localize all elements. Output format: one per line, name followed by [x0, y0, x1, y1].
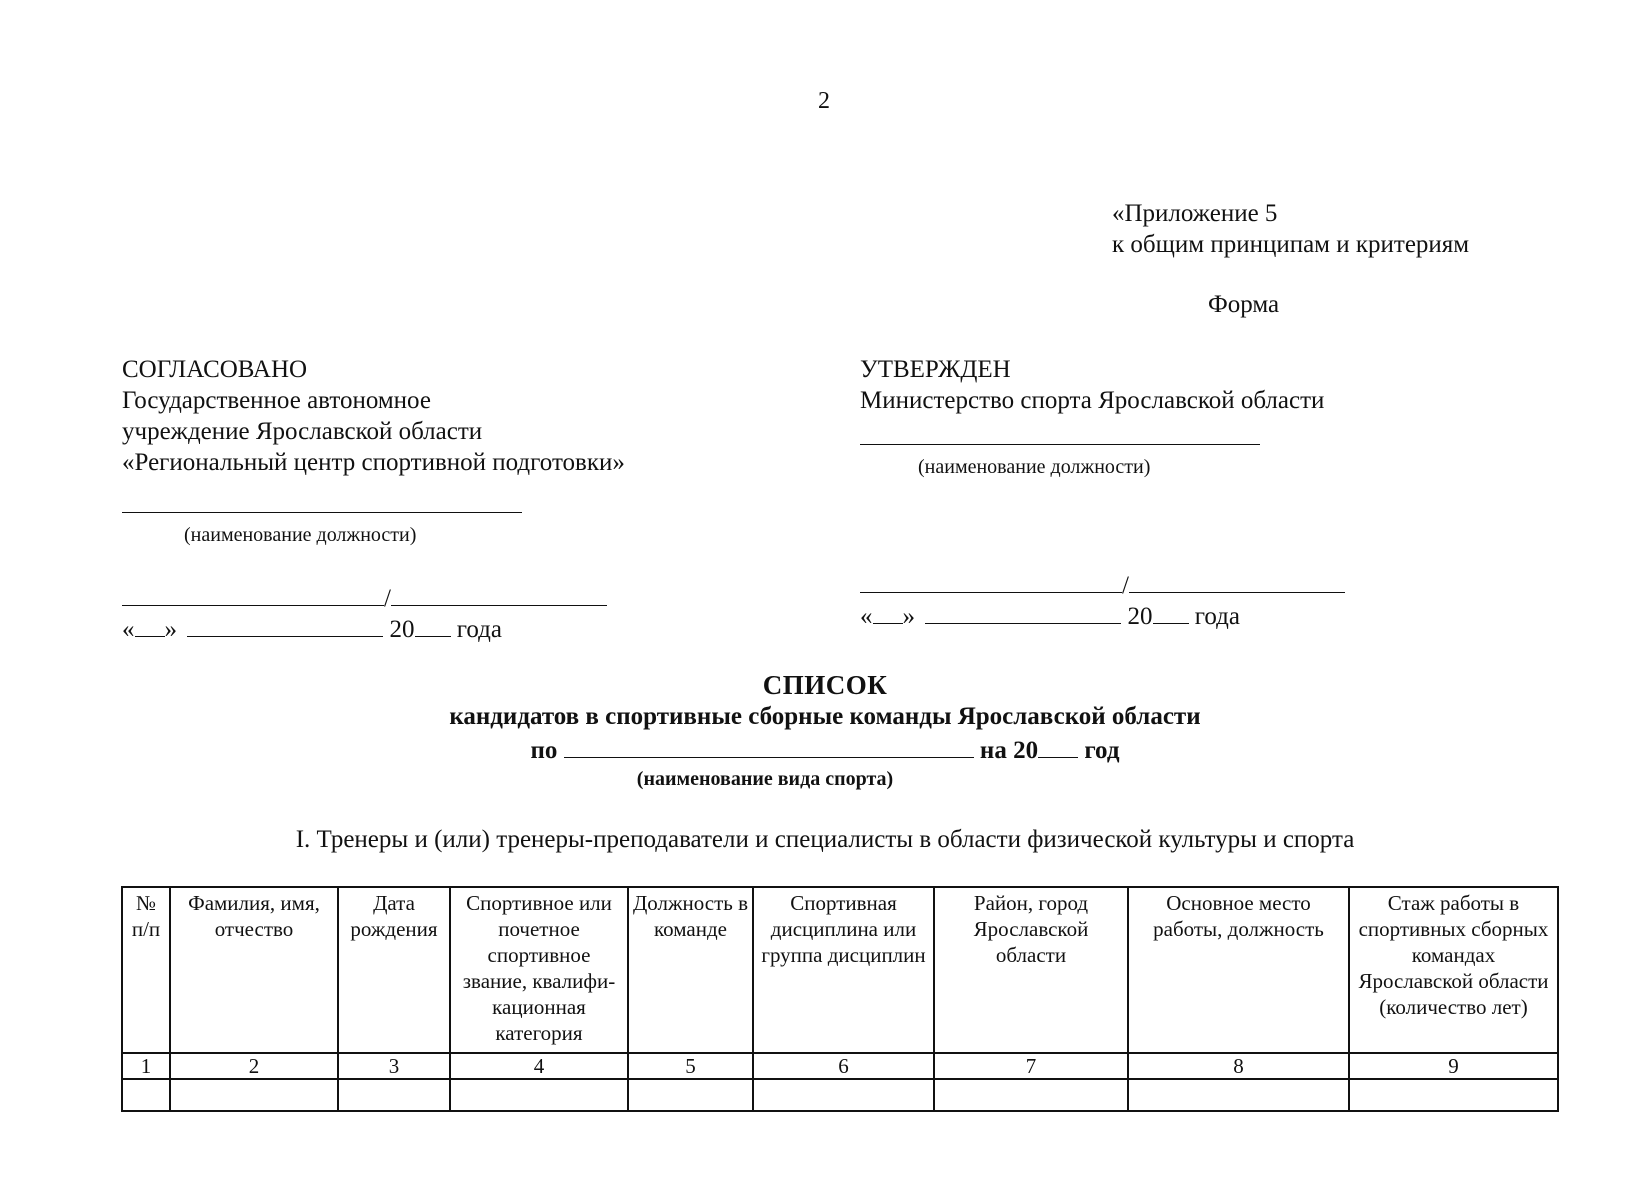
- approved-org-line-1: Министерство спорта Ярославской области: [860, 387, 1325, 414]
- appendix-note: [1112, 198, 1469, 260]
- sport-year-suffix: год: [1084, 737, 1120, 764]
- agreed-org-line-3: «Региональный центр спортивной подготовки»: [122, 449, 625, 476]
- approved-signature-slash: /: [1122, 572, 1129, 599]
- form-label: Форма: [1208, 291, 1280, 318]
- approved-year-prefix: 20: [1127, 603, 1153, 630]
- appendix-line-1: «Приложение 5: [1112, 200, 1278, 227]
- column-number: 7: [934, 1053, 1128, 1079]
- approved-day-blank: [873, 603, 903, 624]
- approved-year-blank: [1153, 603, 1189, 624]
- table-cell[interactable]: [934, 1079, 1128, 1111]
- approved-date-open: «: [860, 603, 873, 630]
- agreed-position-caption: (наименование должности): [184, 524, 417, 546]
- approved-date-close: »: [902, 603, 915, 630]
- document-title: СПИСОК: [762, 670, 888, 700]
- approved-month-blank: [925, 603, 1121, 624]
- table-row: [122, 1079, 1558, 1111]
- header-workplace: Основное место работы, должность: [1128, 887, 1349, 1053]
- column-number: 6: [753, 1053, 934, 1079]
- approved-name-blank: [1129, 570, 1345, 593]
- approved-year-suffix: года: [1194, 603, 1240, 630]
- column-number: 2: [170, 1053, 338, 1079]
- table-cell[interactable]: [170, 1079, 338, 1111]
- approved-signature-line: [860, 570, 1345, 601]
- sport-caption: [0, 768, 1650, 791]
- agreed-org-line-2: учреждение Ярославской области: [122, 418, 483, 445]
- column-number: 3: [338, 1053, 450, 1079]
- table-cell[interactable]: [753, 1079, 934, 1111]
- agreed-signature-slash: /: [384, 585, 391, 612]
- column-number-row: [122, 1053, 1558, 1079]
- sport-line: [0, 735, 1650, 765]
- header-full-name: Фамилия, имя, отчество: [170, 887, 338, 1053]
- agreed-year-suffix: года: [456, 616, 502, 643]
- column-number: 8: [1128, 1053, 1349, 1079]
- table-header-row: [122, 887, 1558, 1053]
- section-heading: I. Тренеры и (или) тренеры-преподаватели и специалисты в области физической культуры и спорта: [295, 826, 1355, 853]
- agreed-date-close: »: [164, 616, 177, 643]
- agreed-signature-line: [122, 583, 625, 614]
- column-number: 5: [628, 1053, 753, 1079]
- column-number: 1: [122, 1053, 170, 1079]
- candidates-table: [121, 886, 1559, 1112]
- header-team-position: Должность в команде: [628, 887, 753, 1053]
- agreed-name-blank: [391, 583, 607, 606]
- agreed-day-blank: [135, 616, 165, 637]
- approved-position-blank: [860, 426, 1260, 445]
- agreed-block: [122, 354, 625, 645]
- agreed-year-blank: [415, 616, 451, 637]
- document-subtitle: кандидатов в спортивные сборные команды Ярославской области: [449, 703, 1201, 730]
- agreed-signature-blank: [122, 583, 384, 606]
- header-birth-date: Дата рождения: [338, 887, 450, 1053]
- approved-block: [860, 354, 1345, 632]
- agreed-date-line: [122, 614, 625, 645]
- table-cell[interactable]: [122, 1079, 170, 1111]
- page-number: 2: [818, 88, 830, 114]
- agreed-position-blank: [122, 490, 522, 513]
- table-cell[interactable]: [1128, 1079, 1349, 1111]
- header-discipline: Спортивная дисциплина или группа дисциплин: [753, 887, 934, 1053]
- approved-date-line: [860, 601, 1345, 632]
- table-cell[interactable]: [1349, 1079, 1558, 1111]
- agreed-org-line-1: Государственное автономное: [122, 387, 431, 414]
- sport-year-blank: [1038, 735, 1078, 758]
- approved-heading: УТВЕРЖДЕН: [860, 356, 1011, 383]
- approved-signature-blank: [860, 570, 1122, 593]
- header-number: № п/п: [122, 887, 170, 1053]
- agreed-date-open: «: [122, 616, 135, 643]
- agreed-month-blank: [187, 616, 383, 637]
- header-experience: Стаж работы в спортивных сборных командах Ярославской области (количество лет): [1349, 887, 1558, 1053]
- sport-name-blank: [564, 735, 974, 758]
- agreed-year-prefix: 20: [389, 616, 415, 643]
- header-district: Район, город Ярославской области: [934, 887, 1128, 1053]
- table-cell[interactable]: [450, 1079, 628, 1111]
- header-sport-title: Спортивное или почетное спортивное звание, квалифи- кационная категория: [450, 887, 628, 1053]
- appendix-line-2: к общим принципам и критериям: [1112, 231, 1470, 258]
- column-number: 4: [450, 1053, 628, 1079]
- sport-caption-text: (наименование вида спорта): [636, 768, 894, 790]
- column-number: 9: [1349, 1053, 1558, 1079]
- table-cell[interactable]: [628, 1079, 753, 1111]
- sport-prefix: по: [530, 737, 558, 764]
- table-cell[interactable]: [338, 1079, 450, 1111]
- agreed-heading: СОГЛАСОВАНО: [122, 356, 308, 383]
- approved-position-caption: (наименование должности): [918, 456, 1151, 478]
- sport-year-prefix: на 20: [979, 737, 1039, 764]
